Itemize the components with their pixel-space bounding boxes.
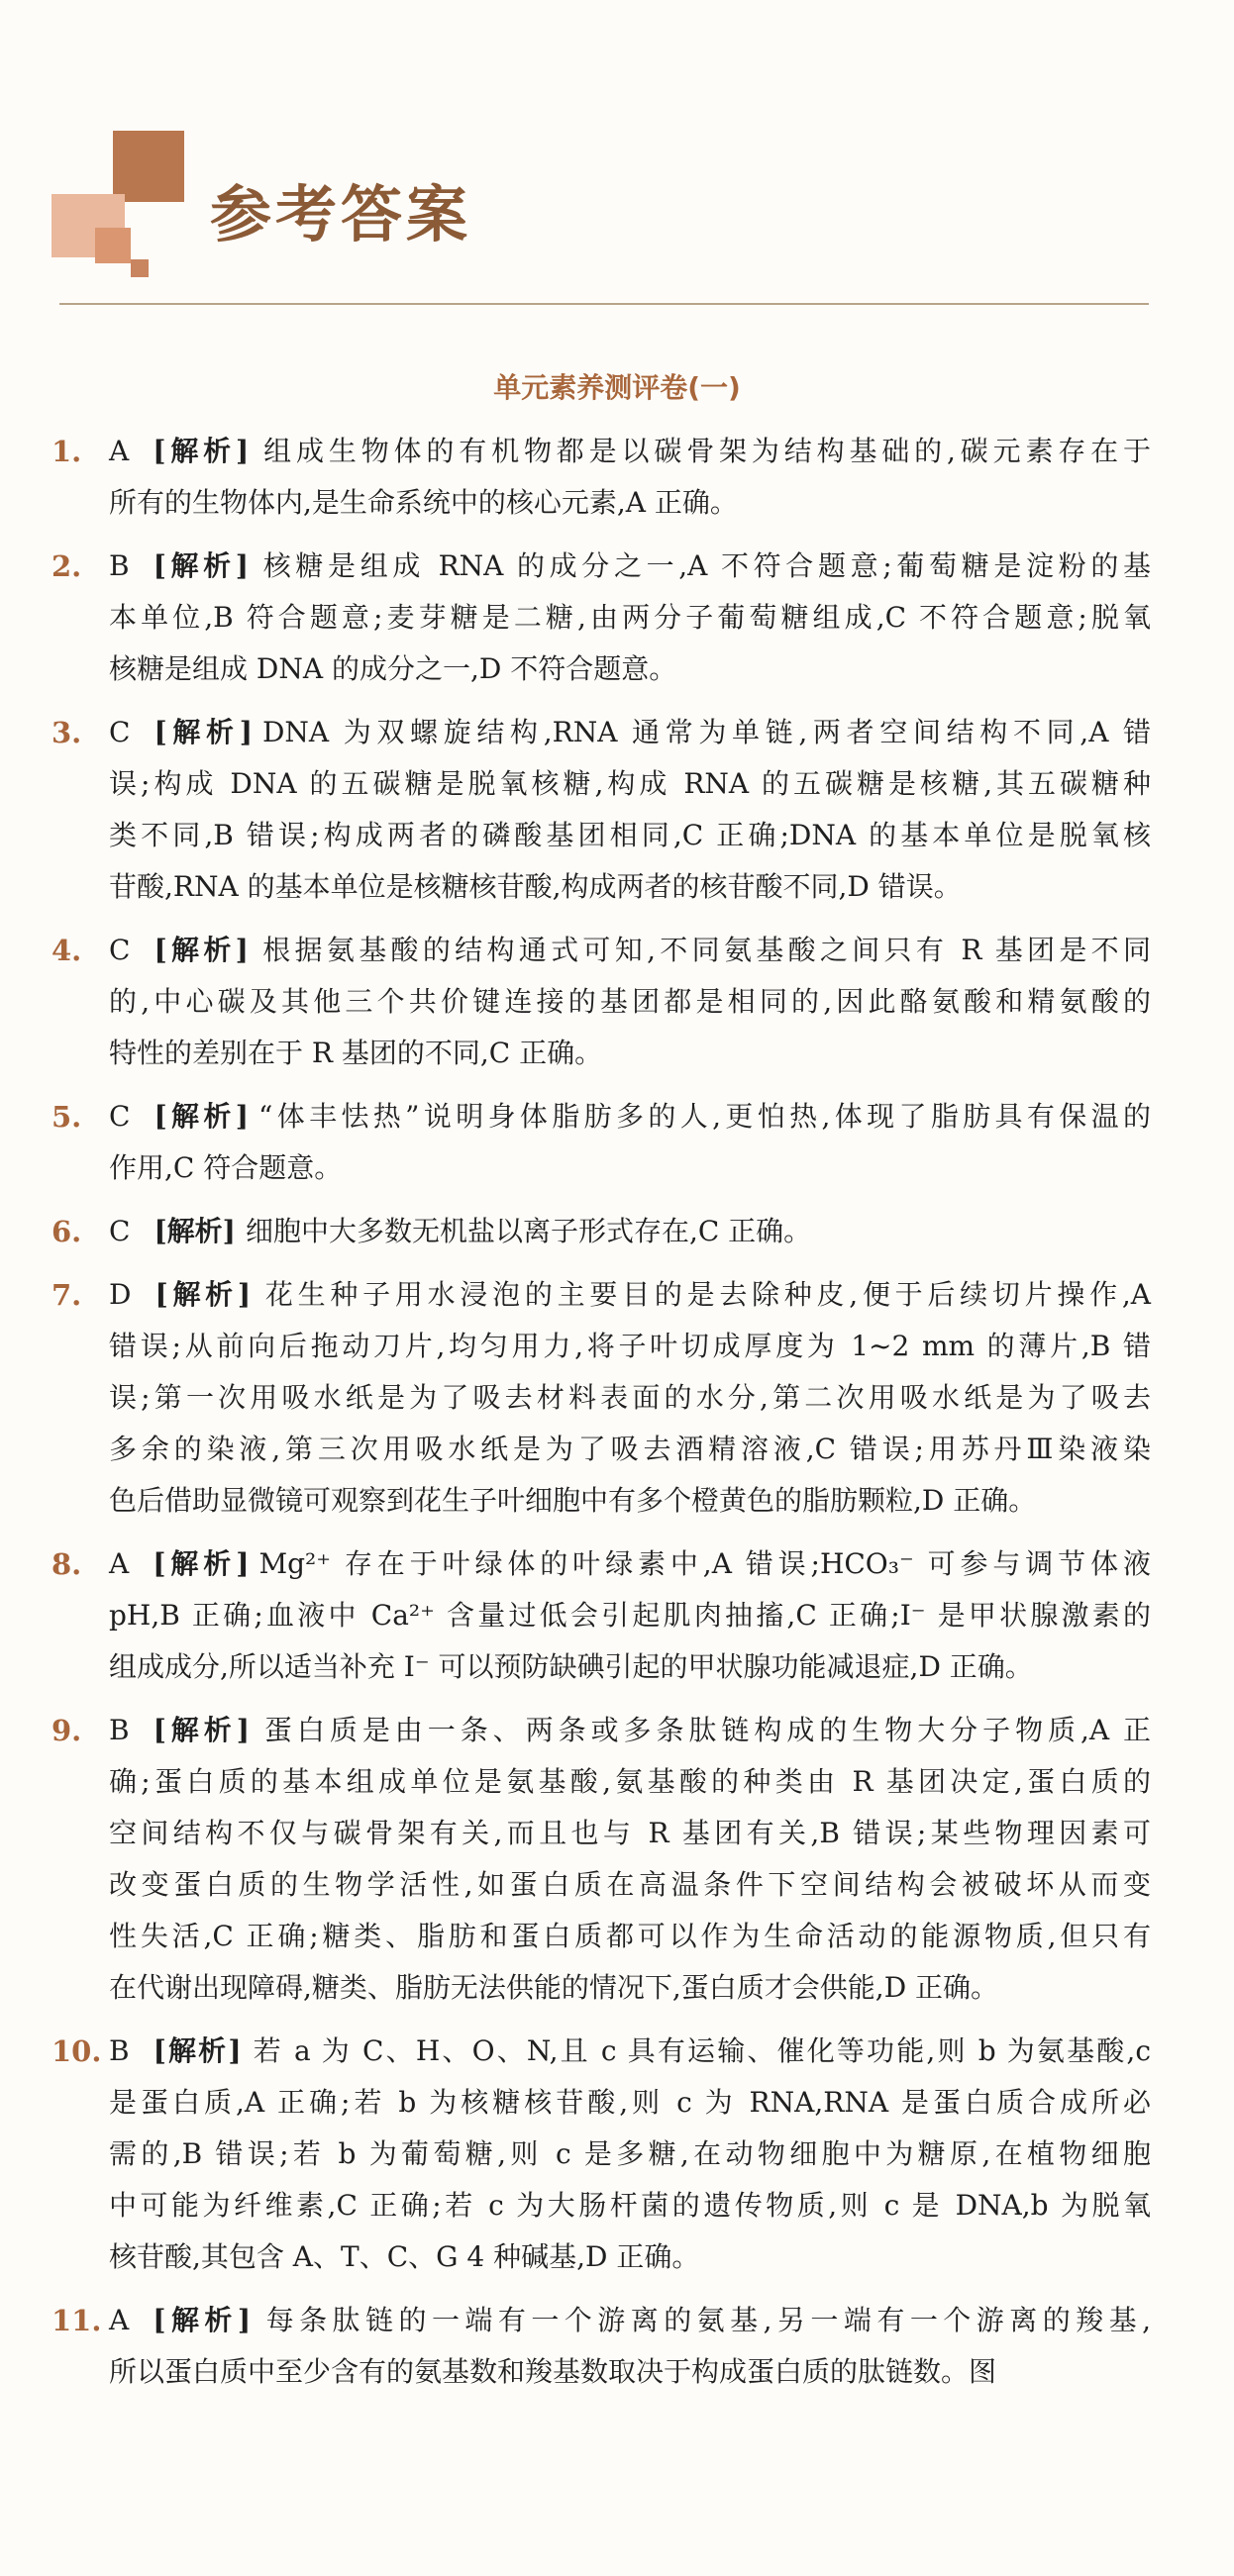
explanation-line bbox=[109, 2231, 1151, 2283]
analysis-tag: [解析] bbox=[153, 2304, 252, 2336]
analysis-tag: [解析] bbox=[153, 435, 250, 467]
explanation-line bbox=[109, 1756, 1151, 1808]
explanation-line bbox=[109, 925, 1151, 976]
explanation-line bbox=[109, 426, 1151, 477]
answer-item bbox=[51, 707, 1151, 913]
explanation-line bbox=[109, 2346, 1151, 2398]
question-number: 4. bbox=[51, 934, 82, 967]
explanation-text: 错误;从前向后拖动刀片,均匀用力,将子叶切成厚度为 1~2 mm 的薄片,B 错 bbox=[109, 1330, 1151, 1362]
explanation-line bbox=[109, 1475, 1151, 1527]
explanation-line bbox=[109, 1321, 1151, 1372]
explanation-line bbox=[109, 1590, 1151, 1641]
analysis-tag: [解析] bbox=[154, 1215, 236, 1247]
decor-square-medium bbox=[95, 228, 131, 263]
explanation-line bbox=[109, 707, 1151, 758]
explanation-line bbox=[109, 644, 1151, 695]
explanation-line bbox=[109, 1538, 1151, 1590]
question-number: 2. bbox=[51, 549, 82, 583]
analysis-tag: [解析] bbox=[154, 1278, 252, 1311]
page-title: 参考答案 bbox=[210, 178, 472, 250]
explanation-text: “体丰怯热”说明身体脂肪多的人,更怕热,体现了脂肪具有保温的 bbox=[258, 1100, 1151, 1133]
explanation-line bbox=[109, 1206, 1151, 1257]
explanation-text: 中可能为纤维素,C 正确;若 c 为大肠杆菌的遗传物质,则 c 是 DNA,b 为脱氧 bbox=[109, 2189, 1151, 2222]
question-number: 3. bbox=[51, 716, 82, 749]
answer-list bbox=[51, 426, 1151, 2410]
answer-choice: B bbox=[109, 2034, 130, 2067]
explanation-line bbox=[109, 541, 1151, 592]
explanation-text: DNA 为双螺旋结构,RNA 通常为单链,两者空间结构不同,A 错 bbox=[261, 716, 1151, 748]
analysis-tag: [解析] bbox=[153, 1714, 250, 1746]
answer-choice: A bbox=[109, 435, 130, 467]
question-number: 11. bbox=[51, 2304, 102, 2337]
explanation-text: pH,B 正确;血液中 Ca²⁺ 含量过低会引起肌肉抽搐,C 正确;I⁻ 是甲状腺激素的 bbox=[109, 1599, 1151, 1632]
explanation-text: 花生种子用水浸泡的主要目的是去除种皮,便于后续切片操作,A bbox=[260, 1278, 1152, 1311]
explanation-line bbox=[109, 861, 1151, 913]
answer-choice: B bbox=[109, 1714, 130, 1746]
analysis-tag: [解析] bbox=[154, 934, 249, 966]
explanation-line bbox=[109, 2026, 1151, 2077]
question-number: 9. bbox=[51, 1714, 82, 1747]
section-title: 单元素养测评卷(一) bbox=[493, 371, 741, 404]
explanation-text: 误;构成 DNA 的五碳糖是脱氧核糖,构成 RNA 的五碳糖是核糖,其五碳糖种 bbox=[109, 767, 1151, 800]
answer-item bbox=[51, 1206, 1151, 1257]
answer-choice: C bbox=[109, 1215, 131, 1247]
explanation-line bbox=[109, 1962, 1151, 2014]
question-number: 1. bbox=[51, 435, 82, 468]
decor-square-small bbox=[131, 259, 149, 277]
explanation-text: 是蛋白质,A 正确;若 b 为核糖核苷酸,则 c 为 RNA,RNA 是蛋白质合成所必 bbox=[109, 2086, 1151, 2119]
answer-item bbox=[51, 1091, 1151, 1194]
explanation-line bbox=[109, 1911, 1151, 1962]
explanation-text: 核苷酸,其包含 A、T、C、G 4 种碱基,D 正确。 bbox=[109, 2240, 700, 2273]
explanation-text: 的,中心碳及其他三个共价键连接的基团都是相同的,因此酪氨酸和精氨酸的 bbox=[109, 985, 1151, 1018]
answer-choice: D bbox=[109, 1278, 132, 1311]
question-number: 10. bbox=[51, 2034, 102, 2068]
explanation-text: 特性的差别在于 R 基团的不同,C 正确。 bbox=[109, 1037, 603, 1069]
explanation-text: Mg²⁺ 存在于叶绿体的叶绿素中,A 错误;HCO₃⁻ 可参与调节体液 bbox=[258, 1547, 1151, 1580]
analysis-tag: [解析] bbox=[153, 1547, 250, 1580]
answer-choice: A bbox=[109, 1547, 130, 1580]
explanation-line bbox=[109, 1028, 1151, 1079]
analysis-tag: [解析] bbox=[154, 1100, 250, 1133]
explanation-line bbox=[109, 1641, 1151, 1693]
explanation-text: 性失活,C 正确;糖类、脂肪和蛋白质都可以作为生命活动的能源物质,但只有 bbox=[109, 1920, 1151, 1952]
answer-item bbox=[51, 1705, 1151, 2014]
explanation-text: 蛋白质是由一条、两条或多条肽链构成的生物大分子物质,A 正 bbox=[258, 1714, 1151, 1746]
explanation-text: 需的,B 错误;若 b 为葡萄糖,则 c 是多糖,在动物细胞中为糖原,在植物细胞 bbox=[109, 2137, 1151, 2170]
explanation-line bbox=[109, 2180, 1151, 2231]
answer-item bbox=[51, 2026, 1151, 2283]
answer-item bbox=[51, 2295, 1151, 2398]
answer-choice: B bbox=[109, 549, 130, 582]
explanation-text: 组成生物体的有机物都是以碳骨架为结构基础的,碳元素存在于 bbox=[258, 435, 1152, 467]
explanation-line bbox=[109, 1142, 1151, 1194]
explanation-line bbox=[109, 810, 1151, 861]
explanation-text: 改变蛋白质的生物学活性,如蛋白质在高温条件下空间结构会被破坏从而变 bbox=[109, 1868, 1151, 1901]
analysis-tag: [解析] bbox=[154, 716, 253, 748]
answer-item bbox=[51, 426, 1151, 529]
answer-choice: C bbox=[109, 1100, 131, 1133]
explanation-text: 确;蛋白质的基本组成单位是氨基酸,氨基酸的种类由 R 基团决定,蛋白质的 bbox=[109, 1765, 1151, 1798]
answer-item bbox=[51, 541, 1151, 695]
explanation-text: 空间结构不仅与碳骨架有关,而且也与 R 基团有关,B 错误;某些物理因素可 bbox=[109, 1817, 1151, 1849]
explanation-line bbox=[109, 1808, 1151, 1859]
explanation-text: 类不同,B 错误;构成两者的磷酸基团相同,C 正确;DNA 的基本单位是脱氧核 bbox=[109, 819, 1151, 851]
explanation-text: 在代谢出现障碍,糖类、脂肪无法供能的情况下,蛋白质才会供能,D 正确。 bbox=[109, 1971, 999, 2004]
question-number: 8. bbox=[51, 1547, 82, 1581]
explanation-line bbox=[109, 1705, 1151, 1756]
explanation-text: 所以蛋白质中至少含有的氨基数和羧基数取决于构成蛋白质的肽链数。图 bbox=[109, 2355, 997, 2388]
answer-item bbox=[51, 1538, 1151, 1693]
explanation-text: 色后借助显微镜可观察到花生子叶细胞中有多个橙黄色的脂肪颗粒,D 正确。 bbox=[109, 1484, 1037, 1517]
explanation-text: 作用,C 符合题意。 bbox=[109, 1151, 343, 1184]
header-divider bbox=[59, 303, 1149, 305]
explanation-line bbox=[109, 477, 1151, 529]
explanation-line bbox=[109, 592, 1151, 644]
explanation-line bbox=[109, 976, 1151, 1028]
answer-item bbox=[51, 1269, 1151, 1527]
answer-choice: A bbox=[109, 2304, 130, 2336]
explanation-line bbox=[109, 758, 1151, 810]
explanation-text: 核糖是组成 RNA 的成分之一,A 不符合题意;葡萄糖是淀粉的基 bbox=[258, 549, 1151, 582]
explanation-text: 核糖是组成 DNA 的成分之一,D 不符合题意。 bbox=[109, 652, 677, 685]
explanation-text: 本单位,B 符合题意;麦芽糖是二糖,由两分子葡萄糖组成,C 不符合题意;脱氧 bbox=[109, 601, 1151, 634]
explanation-text: 组成成分,所以适当补充 I⁻ 可以预防缺碘引起的甲状腺功能减退症,D 正确。 bbox=[109, 1650, 1033, 1683]
decor-square-large bbox=[113, 131, 184, 202]
question-number: 5. bbox=[51, 1100, 82, 1134]
explanation-text: 多余的染液,第三次用吸水纸是为了吸去酒精溶液,C 错误;用苏丹Ⅲ染液染 bbox=[109, 1433, 1151, 1465]
answer-item bbox=[51, 925, 1151, 1079]
explanation-line bbox=[109, 2077, 1151, 2129]
explanation-line bbox=[109, 1424, 1151, 1475]
explanation-line bbox=[109, 1372, 1151, 1424]
question-number: 7. bbox=[51, 1278, 82, 1312]
explanation-text: 细胞中大多数无机盐以离子形式存在,C 正确。 bbox=[245, 1215, 812, 1247]
answer-choice: C bbox=[109, 934, 131, 966]
analysis-tag: [解析] bbox=[153, 2034, 242, 2067]
explanation-line bbox=[109, 2295, 1151, 2346]
explanation-text: 所有的生物体内,是生命系统中的核心元素,A 正确。 bbox=[109, 486, 738, 519]
explanation-text: 每条肽链的一端有一个游离的氨基,另一端有一个游离的羧基, bbox=[260, 2304, 1151, 2336]
explanation-text: 根据氨基酸的结构通式可知,不同氨基酸之间只有 R 基团是不同 bbox=[257, 934, 1151, 966]
explanation-text: 若 a 为 C、H、O、N,且 c 具有运输、催化等功能,则 b 为氨基酸,c bbox=[251, 2034, 1152, 2067]
explanation-line bbox=[109, 1859, 1151, 1911]
explanation-line bbox=[109, 1269, 1151, 1321]
explanation-text: 苷酸,RNA 的基本单位是核糖核苷酸,构成两者的核苷酸不同,D 错误。 bbox=[109, 870, 962, 903]
explanation-text: 误;第一次用吸水纸是为了吸去材料表面的水分,第二次用吸水纸是为了吸去 bbox=[109, 1381, 1151, 1414]
answer-choice: C bbox=[109, 716, 131, 748]
analysis-tag: [解析] bbox=[153, 549, 250, 582]
explanation-line bbox=[109, 2129, 1151, 2180]
explanation-line bbox=[109, 1091, 1151, 1142]
question-number: 6. bbox=[51, 1215, 82, 1248]
